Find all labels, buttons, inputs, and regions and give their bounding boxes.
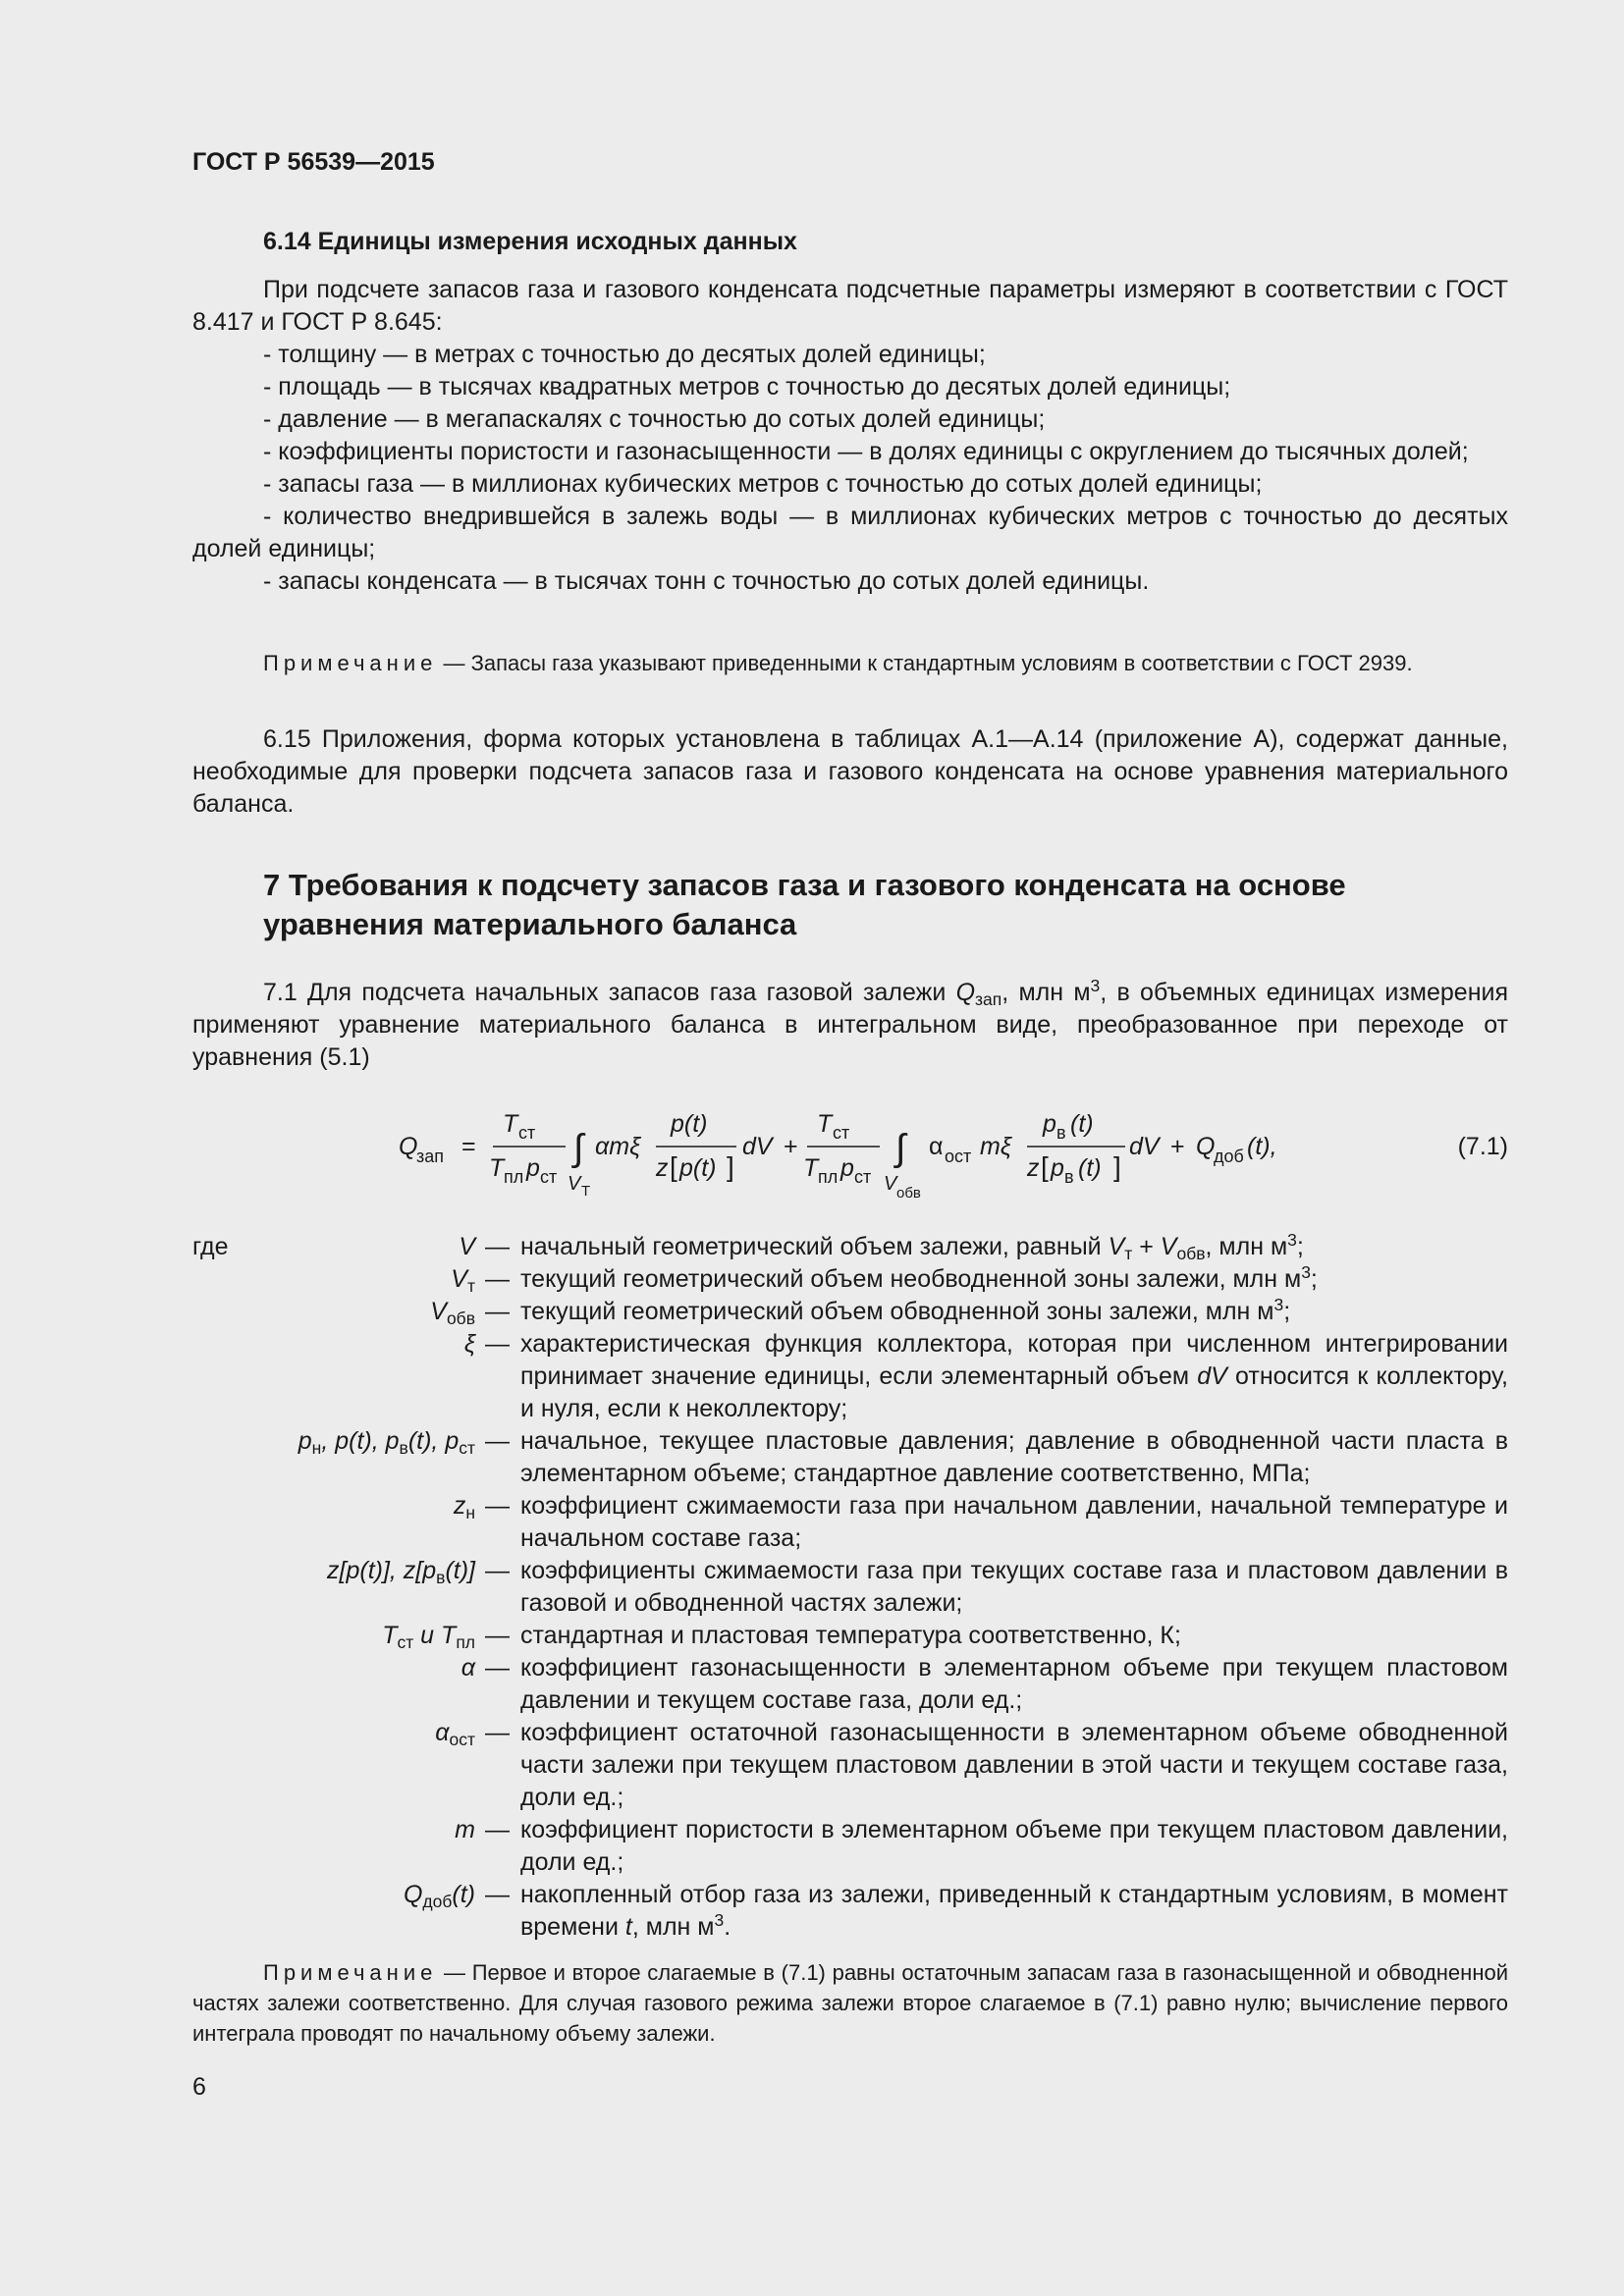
def-symbol: $p_н$, p(t), $p_в(t)$, $p_{ст}$: [298, 1427, 475, 1458]
units-list-item: - давление — в мегапаскалях с точностью до сотых долей единицы;: [263, 405, 1046, 433]
def-text: текущий геометрический объем обводненной зоны залежи, млн $м^3$;: [520, 1295, 1291, 1325]
definition-row: [192, 1814, 1508, 1879]
f-eq: =: [461, 1133, 476, 1160]
f-v-sub: Т: [581, 1183, 591, 1200]
f-bracket: ]: [1113, 1151, 1121, 1182]
f-st: ст: [854, 1167, 872, 1187]
note-label: Примечание: [263, 1960, 438, 1985]
def-symbol: m: [455, 1816, 475, 1843]
where-label: где: [192, 1233, 229, 1260]
units-list-item: - запасы конденсата — в тысячах тонн с точностью до сотых долей единицы.: [263, 567, 1150, 595]
f-t-arg: (t): [1070, 1110, 1094, 1138]
f-mxi: mξ: [980, 1133, 1011, 1160]
f-t: T: [489, 1154, 505, 1182]
def-dash: —: [485, 1557, 510, 1584]
f-p: p: [1043, 1110, 1056, 1138]
def-symbol: $z_н$: [453, 1492, 475, 1522]
f-z: z: [1027, 1154, 1040, 1182]
section-6-15: 6.15 Приложения, форма которых установлена в таблицах А.1—А.14 (приложение А), содержат данные, необходимые для проверки подсчета запасов газа и газового конденсата на основе уравнения материального баланса.: [192, 725, 1508, 818]
def-symbol: $\alpha_{ост}$: [435, 1719, 475, 1749]
page-number: 6: [192, 2073, 206, 2101]
definition-row: [192, 1296, 1508, 1328]
p71-text-c: , в объемных единицах измерения применяют уравнение материального баланса в интегральном виде, преобразованное при переходе от уравнения (5.1): [192, 979, 1508, 1071]
final-note: [192, 1957, 1508, 2049]
def-dash: —: [485, 1492, 510, 1520]
def-text: коэффициент остаточной газонасыщенности в элементарном объеме обводненной части залежи при текущем пластовом давлении в этой части и текущем составе газа, доли ед.;: [520, 1719, 1508, 1811]
units-list-item: - площадь — в тысячах квадратных метров с точностью до десятых долей единицы;: [263, 373, 1231, 400]
units-list-item: - толщину — в метрах с точностью до десятых долей единицы;: [263, 341, 986, 368]
formula-svg: [399, 1099, 1380, 1207]
def-text: коэффициент сжимаемости газа при начальном давлении, начальной температуре и начальном составе газа;: [520, 1492, 1508, 1552]
f-q: Q: [399, 1133, 418, 1160]
definition-row: [192, 1555, 1508, 1620]
f-alpha: α: [929, 1133, 944, 1160]
def-text: накопленный отбор газа из залежи, приведенный к стандартным условиям, в момент времени t, млн $м^3$.: [520, 1881, 1508, 1941]
f-t-arg: (t),: [1247, 1133, 1277, 1160]
def-dash: —: [485, 1881, 510, 1908]
f-v: V: [568, 1173, 581, 1195]
definition-row: [192, 1231, 1508, 1263]
def-symbol: $V_т$: [451, 1265, 475, 1296]
f-bracket: ]: [727, 1151, 734, 1182]
f-q-sub: доб: [1214, 1147, 1244, 1166]
def-text: начальный геометрический объем залежи, равный $V_т + V_{обв}$, млн $м^3$;: [520, 1230, 1304, 1263]
section-6-14-intro: При подсчете запасов газа и газового конденсата подсчетные параметры измеряют в соответствии с ГОСТ 8.417 и ГОСТ Р 8.645:: [192, 276, 1508, 336]
section-7-1-paragraph: [192, 977, 1508, 1074]
def-symbol: $T_{ст}$ и $T_{пл}$: [382, 1622, 475, 1652]
def-text: характеристическая функция коллектора, которая при численном интегрировании принимает значение единицы, если элементарный объем dV относится к коллектору, и нуля, если к неколлектору;: [520, 1330, 1508, 1422]
def-text: стандартная и пластовая температура соответственно, К;: [520, 1622, 1181, 1649]
note-text: — Запасы газа указывают приведенными к стандартным условиям в соответствии с ГОСТ 2939.: [437, 651, 1413, 675]
definition-row: [192, 1620, 1508, 1652]
def-text: коэффициент пористости в элементарном объеме при текущем пластовом давлении, доли ед.;: [520, 1816, 1508, 1876]
def-text: коэффициент газонасыщенности в элементарном объеме при текущем пластовом давлении и текущем составе газа, доли ед.;: [520, 1654, 1508, 1714]
definition-row: [192, 1425, 1508, 1490]
f-pl: пл: [504, 1167, 524, 1187]
p71-sup: 3: [1090, 976, 1101, 995]
units-list-item: - количество внедрившейся в залежь воды — в миллионах кубических метров с точностью до десятых долей единицы;: [192, 503, 1508, 562]
f-t: T: [803, 1154, 819, 1182]
f-integral: ∫: [573, 1128, 584, 1169]
definition-row: [192, 1263, 1508, 1296]
equation-7-1: [192, 1099, 1508, 1207]
def-symbol: ξ: [463, 1330, 475, 1358]
p71-q: Q: [955, 979, 976, 1006]
f-bracket: [: [1041, 1151, 1049, 1182]
f-plus: +: [1170, 1133, 1185, 1160]
units-list-item: - запасы газа — в миллионах кубических метров с точностью до сотых долей единицы;: [263, 470, 1263, 498]
f-p: p: [526, 1154, 540, 1182]
section-7-title: 7 Требования к подсчету запасов газа и газового конденсата на основе уравнения материального баланса: [263, 868, 1346, 941]
f-q-sub: зап: [416, 1147, 445, 1166]
equation-number: (7.1): [1457, 1133, 1508, 1160]
def-dash: —: [485, 1265, 510, 1293]
def-text: коэффициенты сжимаемости газа при текущих составе газа и пластовом давлении в газовой и обводненной частях залежи;: [520, 1557, 1508, 1617]
def-dash: —: [485, 1298, 510, 1325]
document-header: ГОСТ Р 56539—2015: [192, 148, 435, 176]
f-v-sub: обв: [896, 1185, 921, 1201]
def-dash: —: [485, 1622, 510, 1649]
def-dash: —: [485, 1654, 510, 1682]
definition-row: [192, 1652, 1508, 1717]
def-dash: —: [485, 1427, 510, 1455]
f-p: p: [1051, 1154, 1064, 1182]
def-symbol: α: [460, 1654, 475, 1682]
f-pt: p(t): [679, 1154, 717, 1182]
p71-q-sub: зап: [975, 989, 1002, 1009]
f-p: p: [840, 1154, 854, 1182]
f-integral: ∫: [895, 1128, 906, 1169]
section-6-14-title: 6.14 Единицы измерения исходных данных: [263, 228, 797, 255]
definition-row: [192, 1879, 1508, 1944]
f-q: Q: [1196, 1133, 1216, 1160]
f-z: z: [656, 1154, 669, 1182]
f-t: T: [817, 1110, 833, 1138]
note-label: Примечание: [263, 651, 438, 675]
def-symbol: z[p(t)], $z[p_в(t)]$: [327, 1557, 475, 1587]
f-v: V: [884, 1173, 897, 1195]
f-dv: dV: [742, 1133, 773, 1160]
def-dash: —: [485, 1233, 510, 1260]
def-dash: —: [485, 1719, 510, 1746]
definition-row: [192, 1490, 1508, 1555]
def-symbol: $Q_{доб}(t)$: [403, 1881, 475, 1911]
units-list: [192, 339, 1508, 598]
def-text: текущий геометрический объем необводненной зоны залежи, млн $м^3$;: [520, 1262, 1318, 1293]
def-symbol: V: [459, 1233, 475, 1260]
f-pl: пл: [818, 1167, 839, 1187]
f-bracket: [: [670, 1151, 677, 1182]
f-st: ст: [518, 1123, 536, 1143]
def-dash: —: [485, 1330, 510, 1358]
p71-text-a: 7.1 Для подсчета начальных запасов газа газовой залежи: [263, 979, 956, 1006]
note-text: — Первое и второе слагаемые в (7.1) равны остаточным запасам газа в газонасыщенной и обводненной частях залежи соответственно. Для случая газового режима залежи второе слагаемое в (7.1) равно нулю; вычисление первого интеграла проводят по начальному объему залежи.: [192, 1960, 1508, 2046]
f-ost: ост: [945, 1147, 972, 1166]
def-text: начальное, текущее пластовые давления; давление в обводненной части пласта в элементарном объеме; стандартное давление соответственно, МПа;: [520, 1427, 1508, 1487]
definition-row: [192, 1717, 1508, 1814]
f-st: ст: [833, 1123, 850, 1143]
f-st: ст: [540, 1167, 558, 1187]
definitions-list: [192, 1231, 1508, 2049]
note-6-14: [192, 648, 1508, 678]
f-pt: p(t): [671, 1110, 708, 1138]
p71-text-b: , млн м: [1001, 979, 1091, 1006]
f-amxi: αmξ: [595, 1133, 641, 1160]
f-t-arg: (t): [1078, 1154, 1102, 1182]
f-b-sub: в: [1064, 1167, 1074, 1187]
f-plus: +: [784, 1133, 798, 1160]
units-list-item: - коэффициенты пористости и газонасыщенности — в долях единицы с округлением до тысячных долей;: [263, 438, 1469, 465]
definition-row: [192, 1328, 1508, 1425]
def-dash: —: [485, 1816, 510, 1843]
f-dv: dV: [1129, 1133, 1160, 1160]
f-t: T: [503, 1110, 518, 1138]
f-b-sub: в: [1056, 1123, 1066, 1143]
def-symbol: $V_{обв}$: [430, 1298, 475, 1328]
